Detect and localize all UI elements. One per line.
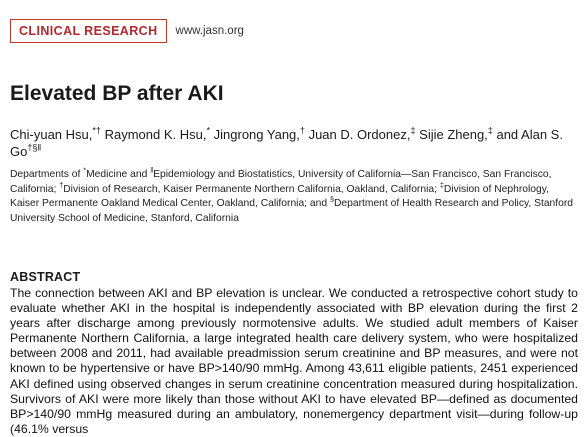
abstract-body: The connection between AKI and BP elevation is unclear. We conducted a retrospective cohort study to evaluate whether AKI in the hospital is independently associated with BP elevation during the first 2 years after discharge among previously normotensive adults. We studied adult members of Kaiser Permanente Northern California, a large integrated health care delivery system, who were hospitalized between 2008 and 2011, had available preadmission serum creatinine and BP measures, and were not known to be hypertensive or have BP>140/90 mmHg. Among 43,611 eligible patients, 2451 experienced AKI defined using observed changes in serum creatinine concentration measured during hospitalization. Survivors of AKI were more likely than those without AKI to have elevated BP—defined as documented BP>140/90 mmHg measured during an ambulatory, nonemergency department visit—during follow-up (46.1% versus [10, 286, 578, 436]
article-title: Elevated BP after AKI [10, 82, 224, 105]
journal-header [10, 19, 244, 43]
journal-url[interactable]: www.jasn.org [175, 25, 244, 37]
affiliations: Departments of *Medicine and ‖Epidemiology and Biostatistics, University of California—San Francisco, San Francisco, California; †Division of Research, Kaiser Permanente Northern California, Oakland, California; ‡Division of Nephrology, Kaiser Permanente Oakland Medical Center, Oakland, California; and §Department of Health Research and Policy, Stanford University School of Medicine, Stanford, California [10, 165, 574, 224]
abstract-heading: ABSTRACT [10, 270, 81, 284]
section-badge: CLINICAL RESEARCH [10, 19, 167, 43]
author-list: Chi-yuan Hsu,*† Raymond K. Hsu,* Jingrong Yang,† Juan D. Ordonez,‡ Sijie Zheng,‡ and Alan S. Go†§‖ [10, 125, 563, 159]
